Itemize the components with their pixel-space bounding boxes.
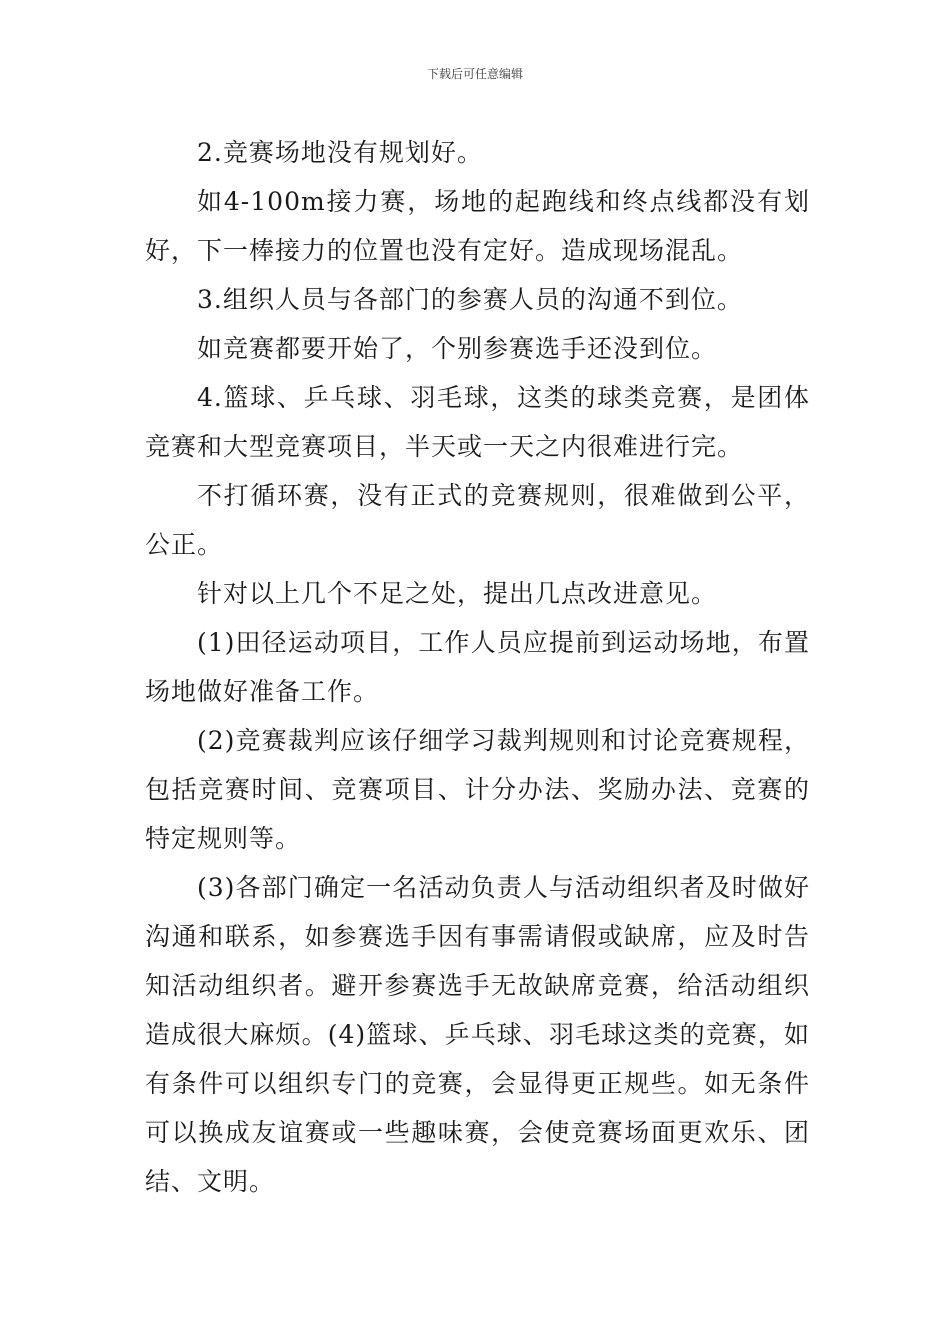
paragraph-1: 2.竞赛场地没有规划好。 bbox=[197, 138, 483, 167]
paragraph-4: 如竞赛都要开始了，个别参赛选手还没到位。 bbox=[197, 334, 718, 363]
paragraph-3: 3.组织人员与各部门的参赛人员的沟通不到位。 bbox=[197, 285, 743, 314]
paragraph-10: (3)各部门确定一名活动负责人与活动组织者及时做好沟通和联系，如参赛选手因有事需请假或缺席，应及时告知活动组织者。避开参赛选手无故缺席竞赛，给活动组织造成很大麻烦。(4)篮球、乒乓球、羽毛球这类的竞赛，如有条件可以组织专门的竞赛，会显得更正规些。如无条件可以换成友谊赛或一些趣味赛，会使竞赛场面更欢乐、团结、文明。 bbox=[145, 873, 810, 1196]
paragraph-7: 针对以上几个不足之处，提出几点改进意见。 bbox=[197, 579, 718, 608]
paragraph-8: (1)田径运动项目，工作人员应提前到运动场地，布置场地做好准备工作。 bbox=[145, 628, 810, 706]
paragraph-5: 4.篮球、乒乓球、羽毛球，这类的球类竞赛，是团体竞赛和大型竞赛项目，半天或一天之内很难进行完。 bbox=[145, 383, 810, 461]
paragraph-6: 不打循环赛，没有正式的竞赛规则，很难做到公平，公正。 bbox=[145, 481, 810, 559]
paragraph-2: 如4-100m接力赛，场地的起跑线和终点线都没有划好，下一棒接力的位置也没有定好。造成现场混乱。 bbox=[145, 187, 810, 265]
paragraph-9: (2)竞赛裁判应该仔细学习裁判规则和讨论竞赛规程，包括竞赛时间、竞赛项目、计分办法、奖励办法、竞赛的特定规则等。 bbox=[145, 726, 810, 853]
page-header-note: 下载后可任意编辑 bbox=[426, 67, 523, 81]
document-body bbox=[145, 128, 810, 1206]
